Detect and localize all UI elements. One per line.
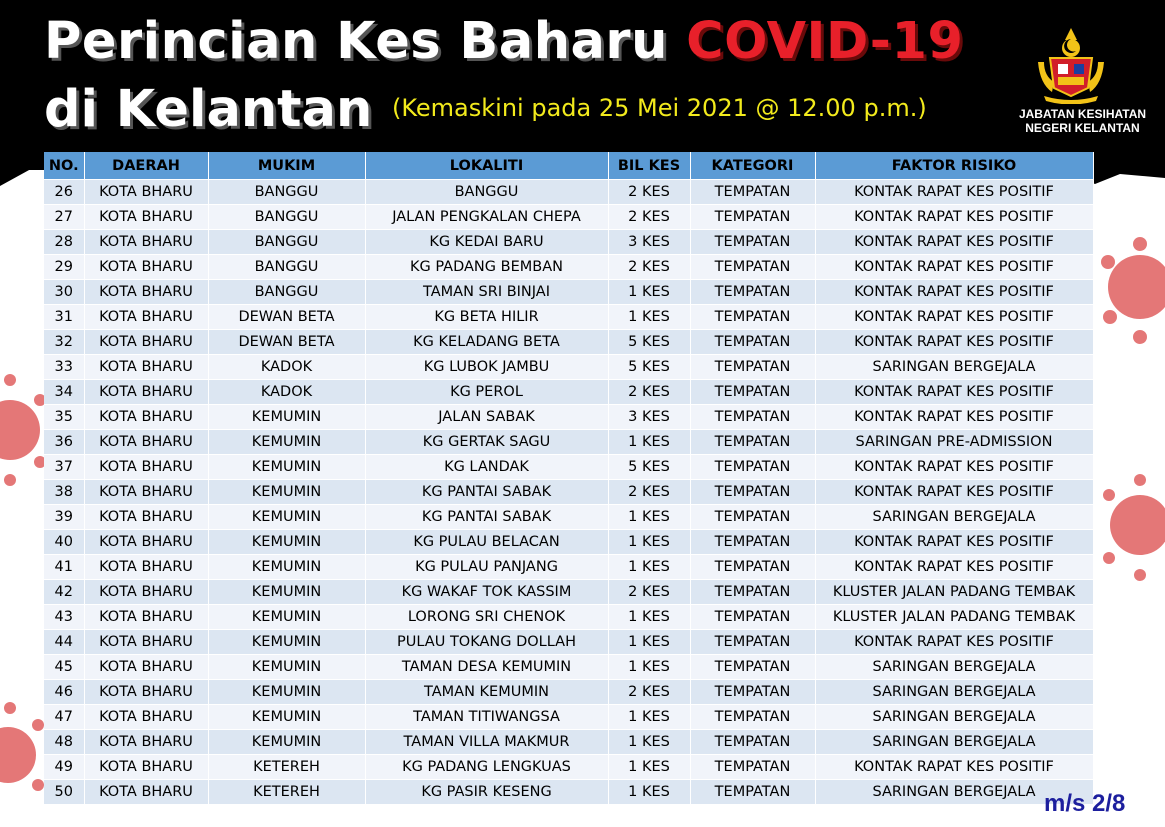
table-cell: KONTAK RAPAT KES POSITIF: [815, 205, 1093, 230]
table-cell: KEMUMIN: [208, 655, 365, 680]
table-cell: KOTA BHARU: [84, 330, 208, 355]
table-row: [44, 730, 1093, 755]
table-row: [44, 280, 1093, 305]
organization-name: [1005, 107, 1160, 135]
table-row: [44, 180, 1093, 205]
table-cell: BANGGU: [365, 180, 608, 205]
table-cell: 30: [44, 280, 84, 305]
table-cell: KOTA BHARU: [84, 480, 208, 505]
table-cell: 1 KES: [608, 655, 690, 680]
table-cell: 36: [44, 430, 84, 455]
virus-icon: [1095, 470, 1165, 590]
table-body: [44, 180, 1093, 805]
table-cell: KLUSTER JALAN PADANG TEMBAK: [815, 605, 1093, 630]
table-cell: KEMUMIN: [208, 555, 365, 580]
table-cell: KG WAKAF TOK KASSIM: [365, 580, 608, 605]
cases-table: [44, 152, 1094, 804]
table-cell: KG PANTAI SABAK: [365, 480, 608, 505]
table-cell: KONTAK RAPAT KES POSITIF: [815, 405, 1093, 430]
table-cell: 41: [44, 555, 84, 580]
table-row: [44, 455, 1093, 480]
table-cell: 1 KES: [608, 605, 690, 630]
table-cell: PULAU TOKANG DOLLAH: [365, 630, 608, 655]
table-cell: TEMPATAN: [690, 455, 815, 480]
table-cell: TEMPATAN: [690, 430, 815, 455]
table-cell: TEMPATAN: [690, 255, 815, 280]
table-cell: BANGGU: [208, 205, 365, 230]
table-row: [44, 230, 1093, 255]
table-cell: 42: [44, 580, 84, 605]
table-cell: TEMPATAN: [690, 180, 815, 205]
table-row: [44, 255, 1093, 280]
table-cell: KG KELADANG BETA: [365, 330, 608, 355]
table-cell: 35: [44, 405, 84, 430]
table-cell: TEMPATAN: [690, 305, 815, 330]
table-cell: KG KEDAI BARU: [365, 230, 608, 255]
table-cell: TEMPATAN: [690, 705, 815, 730]
table-row: [44, 305, 1093, 330]
table-cell: KG PANTAI SABAK: [365, 505, 608, 530]
table-cell: KEMUMIN: [208, 480, 365, 505]
table-cell: KETEREH: [208, 780, 365, 805]
table-cell: TAMAN VILLA MAKMUR: [365, 730, 608, 755]
table-cell: 33: [44, 355, 84, 380]
org-line2: NEGERI KELANTAN: [1025, 121, 1140, 135]
table-cell: KG PASIR KESENG: [365, 780, 608, 805]
table-cell: KONTAK RAPAT KES POSITIF: [815, 255, 1093, 280]
virus-icon: [0, 370, 48, 490]
table-cell: 2 KES: [608, 680, 690, 705]
table-cell: 39: [44, 505, 84, 530]
table-cell: KOTA BHARU: [84, 380, 208, 405]
table-cell: 28: [44, 230, 84, 255]
table-cell: KONTAK RAPAT KES POSITIF: [815, 530, 1093, 555]
table-cell: 2 KES: [608, 580, 690, 605]
table-cell: 31: [44, 305, 84, 330]
table-cell: KOTA BHARU: [84, 455, 208, 480]
table-cell: SARINGAN BERGEJALA: [815, 505, 1093, 530]
table-cell: SARINGAN PRE-ADMISSION: [815, 430, 1093, 455]
table-row: [44, 755, 1093, 780]
table-cell: 1 KES: [608, 505, 690, 530]
table-row: [44, 705, 1093, 730]
table-cell: 32: [44, 330, 84, 355]
table-cell: TEMPATAN: [690, 580, 815, 605]
table-cell: KOTA BHARU: [84, 730, 208, 755]
table-cell: DEWAN BETA: [208, 305, 365, 330]
table-cell: KG PULAU PANJANG: [365, 555, 608, 580]
table-cell: TEMPATAN: [690, 205, 815, 230]
table-cell: SARINGAN BERGEJALA: [815, 355, 1093, 380]
table-cell: KEMUMIN: [208, 730, 365, 755]
table-cell: KONTAK RAPAT KES POSITIF: [815, 555, 1093, 580]
table-row: [44, 655, 1093, 680]
table-cell: TEMPATAN: [690, 330, 815, 355]
table-cell: 1 KES: [608, 280, 690, 305]
coat-of-arms-icon: [1030, 22, 1112, 104]
table-cell: KG LUBOK JAMBU: [365, 355, 608, 380]
table-cell: KOTA BHARU: [84, 680, 208, 705]
column-header: DAERAH: [84, 152, 208, 180]
table-cell: 43: [44, 605, 84, 630]
table-cell: 2 KES: [608, 180, 690, 205]
table-cell: TEMPATAN: [690, 780, 815, 805]
table-row: [44, 555, 1093, 580]
table-cell: KOTA BHARU: [84, 255, 208, 280]
table-cell: KOTA BHARU: [84, 530, 208, 555]
table-cell: KG PADANG LENGKUAS: [365, 755, 608, 780]
table-cell: 5 KES: [608, 330, 690, 355]
table-cell: KOTA BHARU: [84, 655, 208, 680]
table-cell: 3 KES: [608, 405, 690, 430]
table-row: [44, 530, 1093, 555]
table-cell: 1 KES: [608, 305, 690, 330]
table-cell: BANGGU: [208, 255, 365, 280]
table-cell: 1 KES: [608, 730, 690, 755]
table-row: [44, 430, 1093, 455]
table-cell: KEMUMIN: [208, 430, 365, 455]
table-cell: KOTA BHARU: [84, 430, 208, 455]
table-cell: KONTAK RAPAT KES POSITIF: [815, 755, 1093, 780]
table-cell: TEMPATAN: [690, 555, 815, 580]
table-cell: 26: [44, 180, 84, 205]
table-cell: KG LANDAK: [365, 455, 608, 480]
table-cell: BANGGU: [208, 230, 365, 255]
table-row: [44, 630, 1093, 655]
table-cell: KETEREH: [208, 755, 365, 780]
table-cell: KONTAK RAPAT KES POSITIF: [815, 455, 1093, 480]
table-row: [44, 580, 1093, 605]
table-cell: SARINGAN BERGEJALA: [815, 780, 1093, 805]
table-cell: 40: [44, 530, 84, 555]
table-cell: 29: [44, 255, 84, 280]
table-cell: KOTA BHARU: [84, 630, 208, 655]
table-cell: 1 KES: [608, 755, 690, 780]
table-cell: 2 KES: [608, 380, 690, 405]
table-cell: 46: [44, 680, 84, 705]
org-line1: JABATAN KESIHATAN: [1018, 107, 1147, 121]
table-row: [44, 680, 1093, 705]
table-cell: TEMPATAN: [690, 480, 815, 505]
table-cell: TEMPATAN: [690, 505, 815, 530]
table-cell: KOTA BHARU: [84, 505, 208, 530]
table-cell: KG GERTAK SAGU: [365, 430, 608, 455]
table-cell: KEMUMIN: [208, 455, 365, 480]
table-cell: KOTA BHARU: [84, 230, 208, 255]
table-row: [44, 605, 1093, 630]
table-cell: KG PEROL: [365, 380, 608, 405]
table-cell: KEMUMIN: [208, 580, 365, 605]
table-cell: KOTA BHARU: [84, 205, 208, 230]
table-cell: TEMPATAN: [690, 755, 815, 780]
table-cell: KOTA BHARU: [84, 555, 208, 580]
table-cell: 5 KES: [608, 455, 690, 480]
table-cell: LORONG SRI CHENOK: [365, 605, 608, 630]
table-cell: KADOK: [208, 355, 365, 380]
table-cell: KEMUMIN: [208, 630, 365, 655]
table-row: [44, 780, 1093, 805]
table-cell: 2 KES: [608, 255, 690, 280]
table-cell: KEMUMIN: [208, 680, 365, 705]
table-cell: KONTAK RAPAT KES POSITIF: [815, 305, 1093, 330]
title-highlight: COVID-19: [686, 12, 964, 71]
table-cell: 44: [44, 630, 84, 655]
table-cell: SARINGAN BERGEJALA: [815, 680, 1093, 705]
table-cell: TEMPATAN: [690, 605, 815, 630]
table-cell: TEMPATAN: [690, 355, 815, 380]
update-subtitle: (Kemaskini pada 25 Mei 2021 @ 12.00 p.m.): [392, 94, 927, 122]
table-cell: BANGGU: [208, 280, 365, 305]
table-cell: 5 KES: [608, 355, 690, 380]
table-row: [44, 205, 1093, 230]
table-cell: KONTAK RAPAT KES POSITIF: [815, 280, 1093, 305]
table-cell: 49: [44, 755, 84, 780]
column-header: KATEGORI: [690, 152, 815, 180]
table-cell: KOTA BHARU: [84, 280, 208, 305]
table-cell: SARINGAN BERGEJALA: [815, 705, 1093, 730]
table-cell: 1 KES: [608, 705, 690, 730]
table-cell: KOTA BHARU: [84, 355, 208, 380]
virus-icon: [0, 700, 48, 810]
table-cell: KOTA BHARU: [84, 705, 208, 730]
table-cell: KOTA BHARU: [84, 580, 208, 605]
table-cell: TAMAN KEMUMIN: [365, 680, 608, 705]
column-header: LOKALITI: [365, 152, 608, 180]
table-cell: KOTA BHARU: [84, 755, 208, 780]
table-cell: KONTAK RAPAT KES POSITIF: [815, 630, 1093, 655]
table-cell: KONTAK RAPAT KES POSITIF: [815, 180, 1093, 205]
table-cell: KLUSTER JALAN PADANG TEMBAK: [815, 580, 1093, 605]
table-cell: 1 KES: [608, 630, 690, 655]
table-cell: SARINGAN BERGEJALA: [815, 730, 1093, 755]
table-cell: SARINGAN BERGEJALA: [815, 655, 1093, 680]
table-cell: 2 KES: [608, 205, 690, 230]
column-header: MUKIM: [208, 152, 365, 180]
table-cell: KADOK: [208, 380, 365, 405]
table-cell: TEMPATAN: [690, 230, 815, 255]
table-cell: KOTA BHARU: [84, 405, 208, 430]
page-title: [44, 12, 963, 71]
table-cell: TEMPATAN: [690, 630, 815, 655]
table-cell: JALAN PENGKALAN CHEPA: [365, 205, 608, 230]
table-cell: KONTAK RAPAT KES POSITIF: [815, 380, 1093, 405]
table-cell: BANGGU: [208, 180, 365, 205]
table-cell: TEMPATAN: [690, 530, 815, 555]
table-row: [44, 380, 1093, 405]
table-cell: KOTA BHARU: [84, 180, 208, 205]
table-cell: TEMPATAN: [690, 405, 815, 430]
table-cell: 37: [44, 455, 84, 480]
title-text: Perincian Kes Baharu: [44, 12, 687, 71]
table-cell: KONTAK RAPAT KES POSITIF: [815, 330, 1093, 355]
column-header: FAKTOR RISIKO: [815, 152, 1093, 180]
table-cell: 48: [44, 730, 84, 755]
table-cell: 1 KES: [608, 430, 690, 455]
virus-icon: [1090, 232, 1165, 352]
table-cell: KG PADANG BEMBAN: [365, 255, 608, 280]
table-cell: KG BETA HILIR: [365, 305, 608, 330]
table-cell: JALAN SABAK: [365, 405, 608, 430]
table-cell: 1 KES: [608, 780, 690, 805]
table-cell: TAMAN DESA KEMUMIN: [365, 655, 608, 680]
table-cell: KEMUMIN: [208, 605, 365, 630]
table-cell: 3 KES: [608, 230, 690, 255]
table-cell: 38: [44, 480, 84, 505]
table-row: [44, 355, 1093, 380]
table-row: [44, 330, 1093, 355]
table-cell: KEMUMIN: [208, 705, 365, 730]
column-header: NO.: [44, 152, 84, 180]
table-cell: TEMPATAN: [690, 680, 815, 705]
table-cell: KOTA BHARU: [84, 605, 208, 630]
table-cell: DEWAN BETA: [208, 330, 365, 355]
table-cell: 34: [44, 380, 84, 405]
table-cell: KONTAK RAPAT KES POSITIF: [815, 480, 1093, 505]
table-cell: 1 KES: [608, 530, 690, 555]
table-row: [44, 505, 1093, 530]
table-row: [44, 480, 1093, 505]
table-cell: TEMPATAN: [690, 655, 815, 680]
table-cell: 50: [44, 780, 84, 805]
table-cell: KOTA BHARU: [84, 305, 208, 330]
table-cell: TEMPATAN: [690, 380, 815, 405]
table-cell: TAMAN SRI BINJAI: [365, 280, 608, 305]
table-cell: TAMAN TITIWANGSA: [365, 705, 608, 730]
table-cell: 27: [44, 205, 84, 230]
table-cell: 1 KES: [608, 555, 690, 580]
table-cell: KEMUMIN: [208, 405, 365, 430]
page-number: m/s 2/8: [1044, 790, 1126, 817]
table-cell: 45: [44, 655, 84, 680]
table-cell: KEMUMIN: [208, 530, 365, 555]
table-cell: TEMPATAN: [690, 280, 815, 305]
table-cell: KOTA BHARU: [84, 780, 208, 805]
table-cell: KEMUMIN: [208, 505, 365, 530]
table-cell: KG PULAU BELACAN: [365, 530, 608, 555]
table-header-row: [44, 152, 1093, 180]
page-title-line2: di Kelantan: [44, 80, 373, 139]
table-cell: 47: [44, 705, 84, 730]
table-cell: 2 KES: [608, 480, 690, 505]
column-header: BIL KES: [608, 152, 690, 180]
table-cell: KONTAK RAPAT KES POSITIF: [815, 230, 1093, 255]
table-cell: TEMPATAN: [690, 730, 815, 755]
table-row: [44, 405, 1093, 430]
